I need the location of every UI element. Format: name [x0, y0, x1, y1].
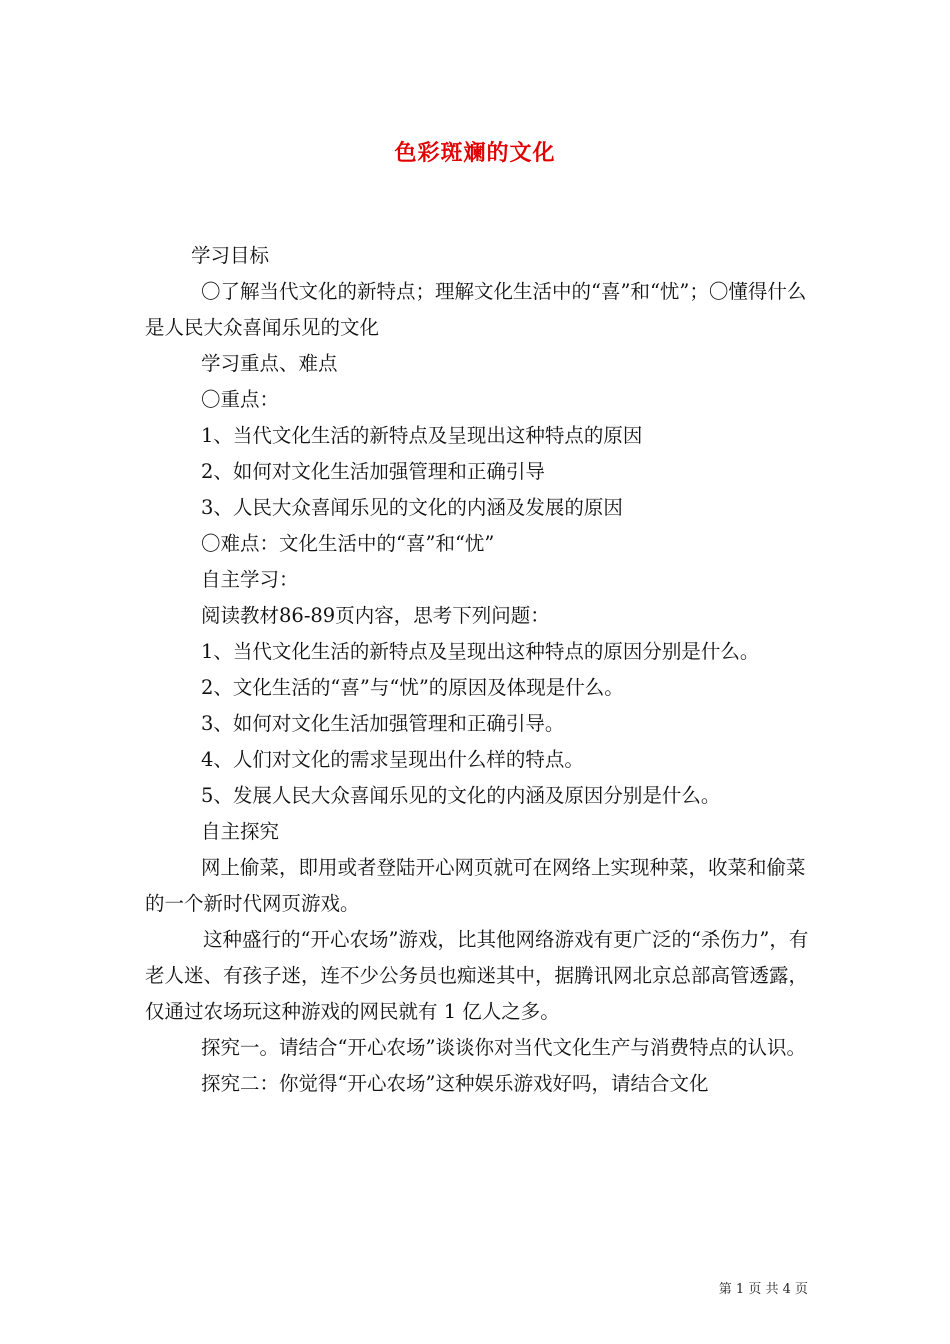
question-item: 4、人们对文化的需求呈现出什么样的特点。	[201, 748, 584, 771]
document-title: 色彩斑斓的文化	[394, 140, 556, 166]
goals-paragraph: 〇了解当代文化的新特点；理解文化生活中的“喜”和“忧”；〇懂得什么是人民大众喜闻乐见的文化	[145, 280, 807, 339]
exploration-question: 探究一。请结合“开心农场”谈谈你对当代文化生产与消费特点的认识。	[201, 1036, 806, 1059]
section-heading-goals: 学习目标	[191, 244, 270, 267]
question-item: 5、发展人民大众喜闻乐见的文化的内涵及原因分别是什么。	[201, 784, 721, 807]
reading-instruction: 阅读教材86-89页内容，思考下列问题：	[201, 604, 550, 627]
exploration-question: 探究二：你觉得“开心农场”这种娱乐游戏好吗，请结合文化	[201, 1072, 709, 1095]
section-heading-key-points: 学习重点、难点	[201, 352, 338, 375]
question-item: 3、如何对文化生活加强管理和正确引导。	[201, 712, 565, 735]
section-heading-exploration: 自主探究	[201, 820, 280, 843]
key-point-item: 2、如何对文化生活加强管理和正确引导	[201, 460, 545, 483]
question-item: 1、当代文化生活的新特点及呈现出这种特点的原因分别是什么。	[201, 640, 760, 663]
page-indicator: 第 1 页 共 4 页	[718, 1282, 808, 1297]
exploration-paragraph: 这种盛行的“开心农场”游戏，比其他网络游戏有更广泛的“杀伤力”，有老人迷、有孩子迷，连不少公务员也痴迷其中，据腾讯网北京总部高管透露，仅通过农场玩这种游戏的网民就有 1 亿人之多。	[145, 928, 809, 1023]
exploration-paragraph: 网上偷菜，即用或者登陆开心网页就可在网络上实现种菜，收菜和偷菜的一个新时代网页游戏。	[145, 856, 806, 915]
key-point-label: 〇重点：	[201, 388, 280, 411]
question-item: 2、文化生活的“喜”与“忧”的原因及体现是什么。	[201, 676, 624, 699]
document-body	[145, 238, 810, 1102]
section-heading-self-study: 自主学习：	[201, 568, 299, 591]
difficulty-label: 〇难点：文化生活中的“喜”和“忧”	[201, 532, 495, 555]
key-point-item: 3、人民大众喜闻乐见的文化的内涵及发展的原因	[201, 496, 623, 519]
key-point-item: 1、当代文化生活的新特点及呈现出这种特点的原因	[201, 424, 643, 447]
